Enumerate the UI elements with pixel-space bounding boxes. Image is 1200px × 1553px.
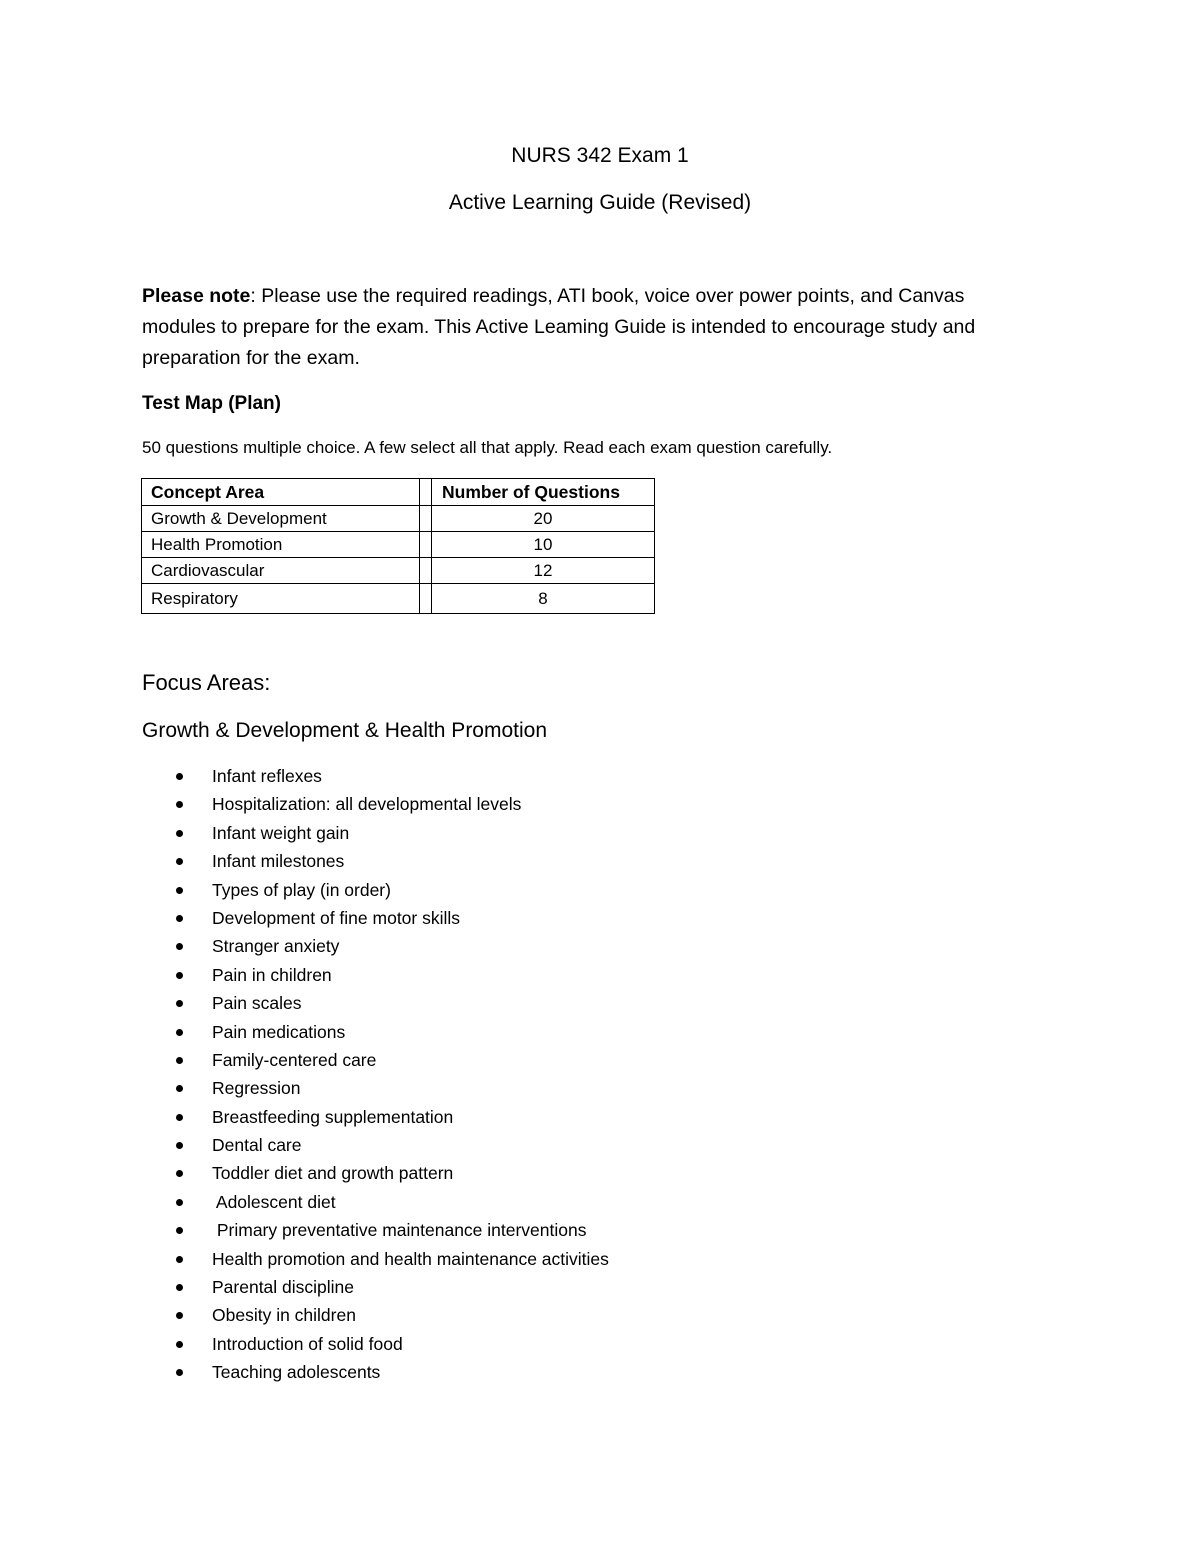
bullet-icon — [176, 830, 183, 837]
bullet-icon — [176, 1000, 183, 1007]
list-item — [142, 1358, 609, 1386]
list-item — [142, 1216, 609, 1244]
bullet-icon — [176, 1284, 183, 1291]
list-item-text: Stranger anxiety — [212, 936, 340, 957]
list-item — [142, 1046, 609, 1074]
list-item-text: Infant weight gain — [212, 822, 350, 843]
concept-area-cell: Growth & Development — [142, 506, 420, 532]
note-paragraph — [142, 281, 1042, 374]
list-item-text: Adolescent diet — [212, 1191, 336, 1212]
list-item-text: Toddler diet and growth pattern — [212, 1163, 454, 1184]
list-item-text: Regression — [212, 1078, 301, 1099]
test-map-table — [141, 478, 655, 614]
header-number-of-questions: Number of Questions — [432, 479, 655, 506]
question-count-cell: 20 — [432, 506, 655, 532]
list-item-text: Infant milestones — [212, 851, 345, 872]
list-item-text: Health promotion and health maintenance activities — [212, 1248, 609, 1269]
test-map-heading: Test Map (Plan) — [142, 393, 281, 414]
list-item — [142, 1131, 609, 1159]
list-item-text: Family-centered care — [212, 1049, 377, 1070]
question-count-cell: 12 — [432, 558, 655, 584]
list-item-text: Breastfeeding supplementation — [212, 1106, 454, 1127]
concept-area-cell: Respiratory — [142, 584, 420, 614]
list-item — [142, 1103, 609, 1131]
list-item — [142, 1245, 609, 1273]
topic-list — [142, 762, 609, 1387]
list-item-text: Hospitalization: all developmental levels — [212, 794, 522, 815]
list-item-text: Development of fine motor skills — [212, 907, 461, 928]
spacer-cell — [420, 506, 432, 532]
table-row — [142, 506, 655, 532]
bullet-icon — [176, 1114, 183, 1121]
list-item — [142, 932, 609, 960]
list-item — [142, 904, 609, 932]
bullet-icon — [176, 858, 183, 865]
concept-area-cell: Cardiovascular — [142, 558, 420, 584]
list-item — [142, 1301, 609, 1329]
bullet-icon — [176, 915, 183, 922]
header-concept-area: Concept Area — [142, 479, 420, 506]
list-item-text: Pain scales — [212, 993, 302, 1014]
list-item — [142, 790, 609, 818]
list-item — [142, 819, 609, 847]
list-item — [142, 961, 609, 989]
note-label: Please note — [142, 285, 251, 307]
list-item — [142, 762, 609, 790]
list-item-text: Obesity in children — [212, 1305, 356, 1326]
list-item-text: Types of play (in order) — [212, 879, 391, 900]
list-item-text: Primary preventative maintenance interventions — [212, 1220, 587, 1241]
bullet-icon — [176, 1312, 183, 1319]
list-item — [142, 876, 609, 904]
list-item-text: Dental care — [212, 1135, 302, 1156]
table-row — [142, 532, 655, 558]
bullet-icon — [176, 887, 183, 894]
bullet-icon — [176, 1199, 183, 1206]
bullet-icon — [176, 1029, 183, 1036]
bullet-icon — [176, 943, 183, 950]
list-item — [142, 847, 609, 875]
spacer-cell — [420, 584, 432, 614]
list-item — [142, 1074, 609, 1102]
table-header-row — [142, 479, 655, 506]
bullet-icon — [176, 1142, 183, 1149]
bullet-icon — [176, 1057, 183, 1064]
list-item-text: Pain medications — [212, 1021, 346, 1042]
bullet-icon — [176, 773, 183, 780]
document-title: NURS 342 Exam 1 — [511, 144, 689, 167]
questions-note: 50 questions multiple choice. A few select all that apply. Read each exam question carefully. — [142, 438, 833, 457]
document-subtitle: Active Learning Guide (Revised) — [448, 191, 752, 214]
spacer-cell — [420, 532, 432, 558]
table-row — [142, 584, 655, 614]
bullet-icon — [176, 1170, 183, 1177]
concept-area-cell: Health Promotion — [142, 532, 420, 558]
header-spacer — [420, 479, 432, 506]
spacer-cell — [420, 558, 432, 584]
list-item — [142, 1330, 609, 1358]
bullet-icon — [176, 1341, 183, 1348]
bullet-icon — [176, 1085, 183, 1092]
bullet-icon — [176, 1256, 183, 1263]
focus-areas-heading: Focus Areas: — [142, 670, 271, 695]
list-item-text: Introduction of solid food — [212, 1333, 403, 1354]
table-row — [142, 558, 655, 584]
bullet-icon — [176, 1227, 183, 1234]
question-count-cell: 10 — [432, 532, 655, 558]
section-heading: Growth & Development & Health Promotion — [142, 719, 548, 742]
question-count-cell: 8 — [432, 584, 655, 614]
list-item — [142, 989, 609, 1017]
list-item — [142, 1159, 609, 1187]
list-item — [142, 1188, 609, 1216]
bullet-icon — [176, 972, 183, 979]
note-text: : Please use the required readings, ATI book, voice over power points, and Canvas modules to prepare for the exam. This Active Leaming Guide is intended to encourage study and preparation for the exam. — [142, 285, 976, 369]
list-item-text: Pain in children — [212, 964, 332, 985]
bullet-icon — [176, 1369, 183, 1376]
list-item — [142, 1018, 609, 1046]
bullet-icon — [176, 801, 183, 808]
list-item-text: Parental discipline — [212, 1277, 355, 1298]
list-item — [142, 1273, 609, 1301]
list-item-text: Infant reflexes — [212, 766, 322, 786]
list-item-text: Teaching adolescents — [212, 1362, 381, 1383]
